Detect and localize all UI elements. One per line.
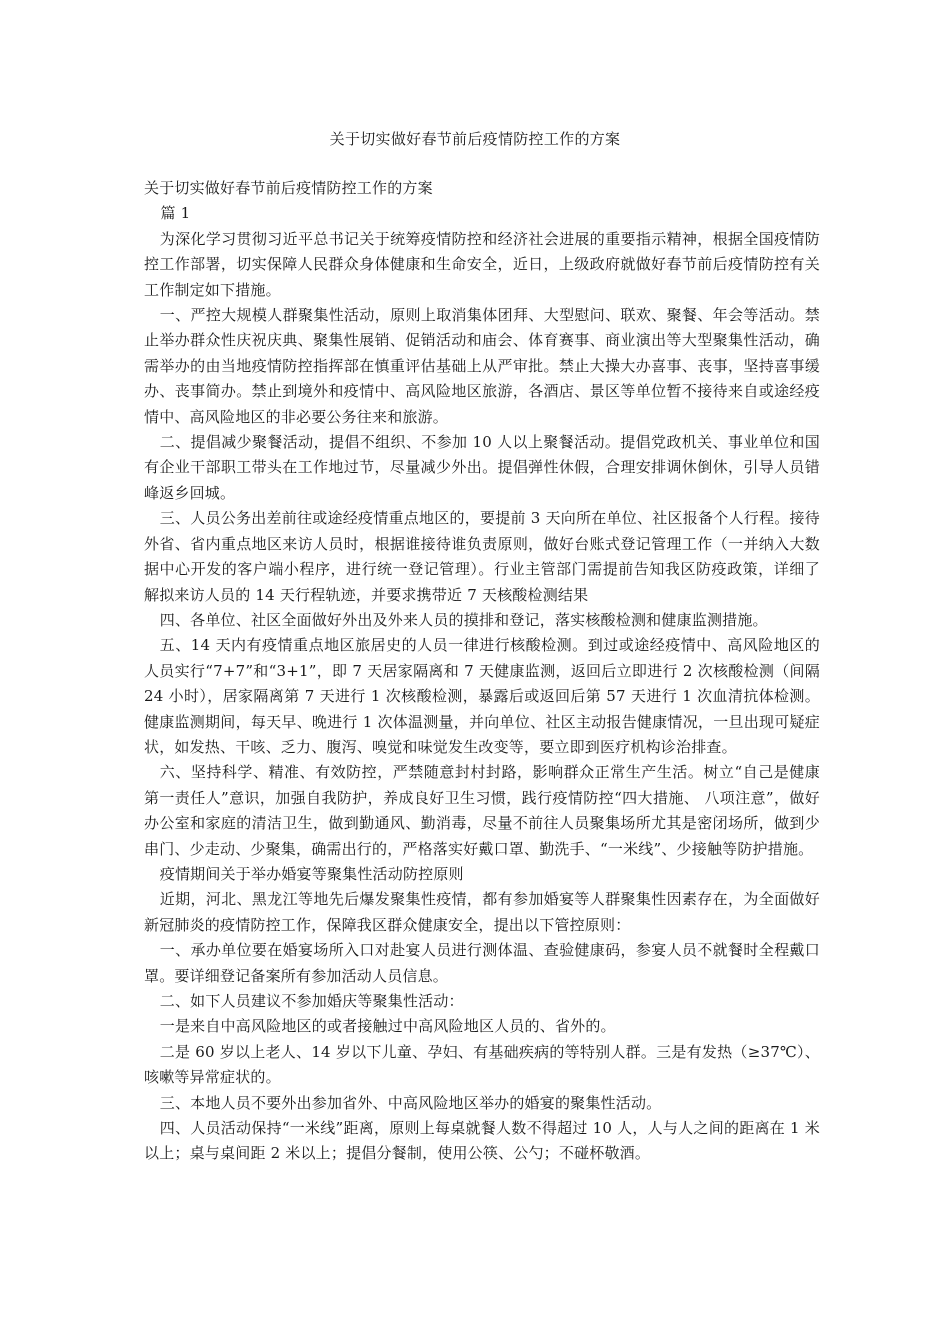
page-title: 关于切实做好春节前后疫情防控工作的方案 — [329, 130, 621, 148]
paragraph-wedding-intro: 近期，河北、黑龙江等地先后爆发聚集性疫情，都有参加婚宴等人群聚集性因素存在，为全面做好新冠肺炎的疫情防控工作，保障我区群众健康安全，提出以下管控原则： — [144, 890, 820, 934]
paragraph-measure-3: 三、人员公务出差前往或途经疫情重点地区的，要提前 3 天向所在单位、社区报备个人行程。接待外省、省内重点地区来访人员时，根据谁接待谁负责原则，做好台账式登记管理工作（一并纳入大数据中心开发的客户端小程序，进行统一登记管理）。行业主管部门需提前告知我区防疫政策，详细了解拟来访人员的 14 天行程轨迹，并要求携带近 7 天核酸检测结果 — [144, 509, 820, 604]
paragraph-wedding-3: 三、本地人员不要外出参加省外、中高风险地区举办的婚宴的聚集性活动。 — [159, 1093, 662, 1112]
paragraph-measure-6: 六、坚持科学、精准、有效防控，严禁随意封村封路，影响群众正常生产生活。树立“自己是健康第一责任人”意识，加强自我防护，养成良好卫生习惯，践行疫情防控“四大措施、 八项注意”，做好办公室和家庭的清洁卫生，做到勤通风、勤消毒，尽量不前往人员聚集场所尤其是密闭场所，做到少串门、少走动、少聚集，确需出行的，严格落实好戴口罩、勤洗手、“一米线”、少接触等防护措施。 — [144, 763, 820, 858]
part-label: 篇 1 — [160, 204, 191, 223]
paragraph-measure-4: 四、各单位、社区全面做好外出及外来人员的摸排和登记，落实核酸检测和健康监测措施。 — [159, 610, 768, 629]
paragraph-measure-5: 五、14 天内有疫情重点地区旅居史的人员一律进行核酸检测。到过或途经疫情中、高风险地区的人员实行“7+7”和“3+1”，即 7 天居家隔离和 7 天健康监测，返回后立即进行 2 次核酸检测（间隔 24 小时），居家隔离第 7 天进行 1 次核酸检测，暴露后或返回后第 57 天进行 1 次血清抗体检测。健康监测期间，每天早、晚进行 1 次体温测量，并向单位、社区主动报告健康情况，一旦出现可疑症状，如发热、干咳、乏力、腹泻、嗅觉和味觉发生改变等，要立即到医疗机构诊治排查。 — [144, 636, 820, 756]
paragraph-wedding-1: 一、承办单位要在婚宴场所入口对赴宴人员进行测体温、查验健康码，参宴人员不就餐时全程戴口罩。要详细登记备案所有参加活动人员信息。 — [144, 941, 820, 985]
paragraph-wedding-2b: 二是 60 岁以上老人、14 岁以下儿童、孕妇、有基础疾病的等特别人群。三是有发热（≥37℃）、咳嗽等异常症状的。 — [144, 1042, 820, 1087]
paragraph-measure-2: 二、提倡减少聚餐活动，提倡不组织、不参加 10 人以上聚餐活动。提倡党政机关、事业单位和国有企业干部职工带头在工作地过节，尽量减少外出。提倡弹性休假，合理安排调休倒休，引导人员错峰返乡回城。 — [144, 433, 820, 502]
paragraph-wedding-2: 二、如下人员建议不参加婚庆等聚集性活动： — [159, 992, 464, 1010]
paragraph-measure-1: 一、严控大规模人群聚集性活动，原则上取消集体团拜、大型慰问、联欢、聚餐、年会等活动。禁止举办群众性庆祝庆典、聚集性展销、促销活动和庙会、体育赛事、商业演出等大型聚集性活动，确需举办的由当地疫情防控指挥部在慎重评估基础上从严审批。禁止大操大办喜事、丧事，坚持喜事缓办、丧事简办。禁止到境外和疫情中、高风险地区旅游，各酒店、景区等单位暂不接待来自或途经疫情中、高风险地区的非必要公务往来和旅游。 — [144, 306, 820, 426]
section-heading-wedding: 疫情期间关于举办婚宴等聚集性活动防控原则 — [159, 864, 464, 883]
paragraph-intro: 为深化学习贯彻习近平总书记关于统筹疫情防控和经济社会进展的重要指示精神，根据全国疫情防控工作部署，切实保障人民群众身体健康和生命安全，近日，上级政府就做好春节前后疫情防控有关工作制定如下措施。 — [144, 229, 820, 299]
document-subtitle: 关于切实做好春节前后疫情防控工作的方案 — [144, 179, 433, 197]
document-body — [144, 176, 820, 1167]
paragraph-wedding-4: 四、人员活动保持“一米线”距离，原则上每桌就餐人数不得超过 10 人，人与人之间的距离在 1 米以上；桌与桌间距 2 米以上；提倡分餐制，使用公筷、公勺；不碰杯敬酒。 — [144, 1119, 820, 1163]
paragraph-wedding-2a: 一是来自中高风险地区的或者接触过中高风险地区人员的、省外的。 — [159, 1017, 616, 1036]
